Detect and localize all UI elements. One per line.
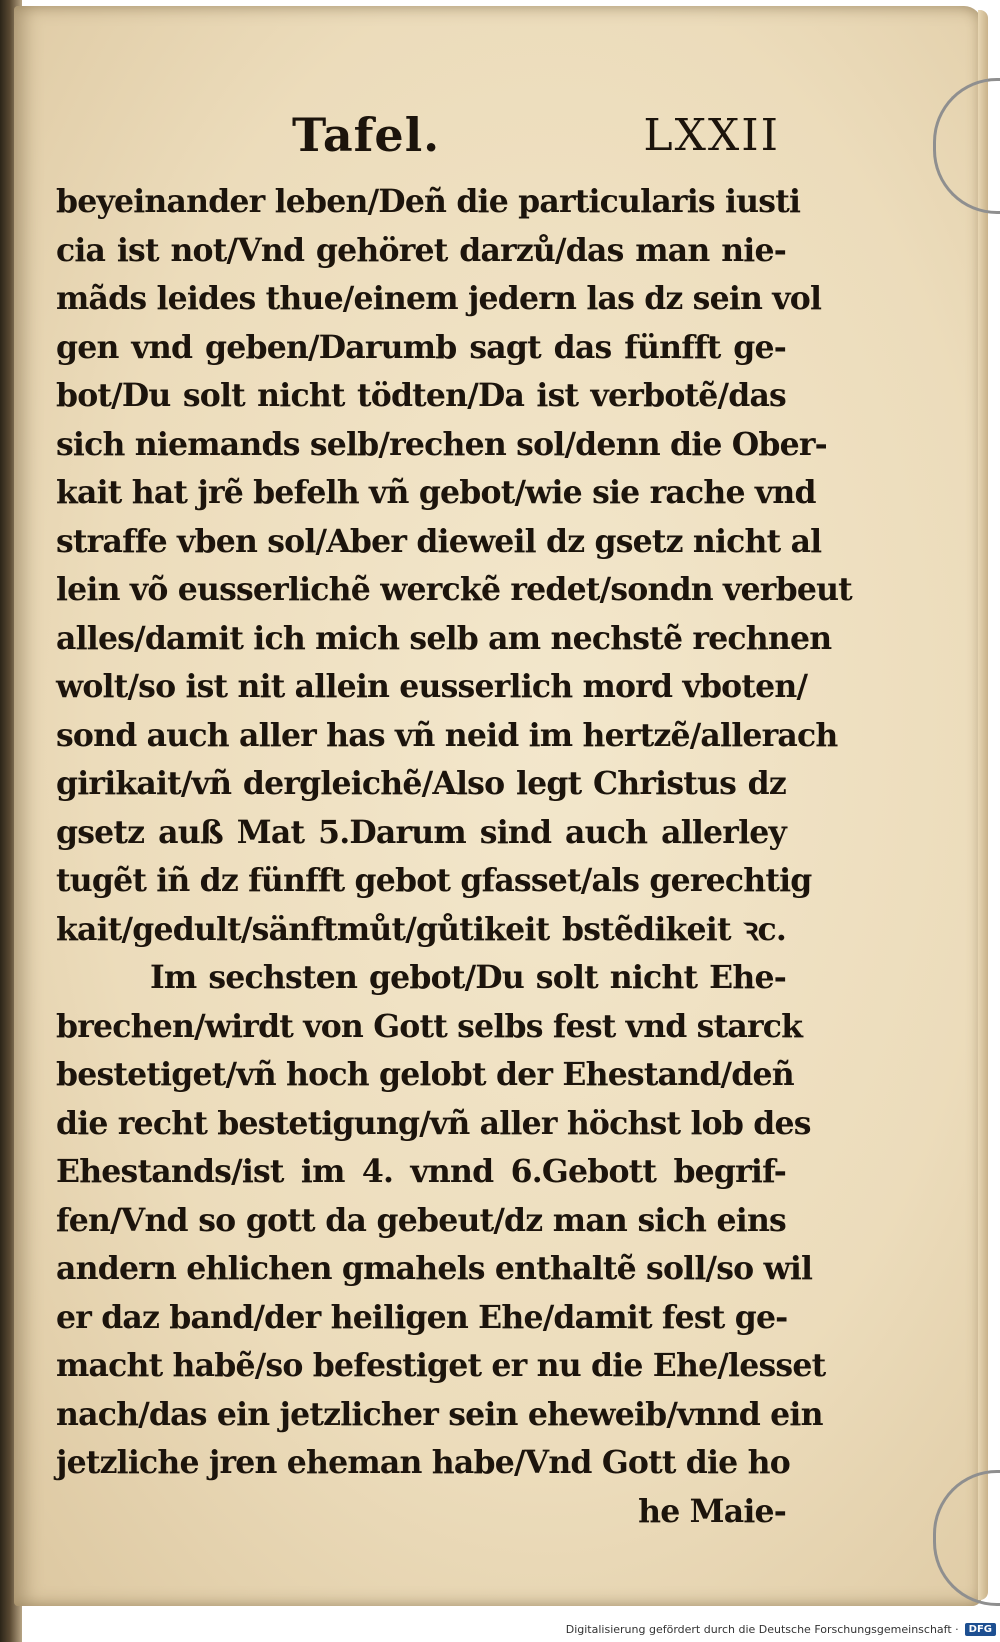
running-head-title: Tafel. bbox=[292, 108, 441, 162]
paragraph-start-line: Im sechsten gebot/Du solt nicht Ehe- bbox=[150, 959, 786, 996]
text-line: lein võ eusserlichẽ werckẽ redet/sondn verbeut bbox=[56, 571, 852, 608]
page-text-block bbox=[56, 108, 852, 1536]
text-line: mãds leides thue/einem jedern las dz sein vol bbox=[56, 280, 822, 317]
text-line: die recht bestetigung/vñ aller höchst lob des bbox=[56, 1104, 811, 1142]
text-line: brechen/wirdt von Gott selbs fest vnd starck bbox=[56, 1007, 803, 1045]
text-line: beyeinander leben/Deñ die particularis iusti bbox=[56, 183, 801, 220]
text-line: gsetz auß Mat 5.Darum sind auch allerley bbox=[56, 813, 786, 851]
text-line: Ehestands/ist im 4. vnnd 6.Gebott begrif- bbox=[56, 1153, 786, 1190]
text-line: kait hat jrẽ befelh vñ gebot/wie sie rache vnd bbox=[56, 474, 816, 511]
text-line: kait/gedult/sänftmůt/gůtikeit bstẽdikeit ꝛc. bbox=[56, 910, 786, 948]
text-line: gen vnd geben/Darumb sagt das fünfft ge- bbox=[56, 328, 786, 366]
text-line: tugẽt iñ dz fünfft gebot gfasset/als gerechtig bbox=[56, 862, 812, 899]
text-line: fen/Vnd so gott da gebeut/dz man sich eins bbox=[56, 1201, 786, 1239]
page-edge bbox=[978, 10, 988, 1600]
catchword-line: he Maie- bbox=[638, 1492, 786, 1530]
digitization-credit bbox=[562, 1616, 1000, 1642]
text-line: bestetiget/vñ hoch gelobt der Ehestand/deñ bbox=[56, 1056, 794, 1093]
running-head bbox=[56, 108, 786, 178]
text-line: macht habẽ/so befestiget er nu die Ehe/lesset bbox=[56, 1347, 826, 1384]
body-text bbox=[56, 178, 852, 1536]
text-line: alles/damit ich mich selb am nechstẽ rechnen bbox=[56, 619, 832, 657]
text-line: sich niemands selb/rechen sol/denn die Ober- bbox=[56, 425, 827, 463]
dfg-logo: DFG bbox=[965, 1623, 996, 1636]
text-line: bot/Du solt nicht tödten/Da ist verbotẽ/das bbox=[56, 377, 786, 414]
text-line: cia ist not/Vnd gehöret darzů/das man nie- bbox=[56, 231, 786, 269]
text-line: girikait/vñ dergleichẽ/Also legt Christus dz bbox=[56, 765, 786, 802]
text-line: er daz band/der heiligen Ehe/damit fest ge- bbox=[56, 1298, 788, 1336]
text-line: nach/das ein jetzlicher sein eheweib/vnnd ein bbox=[56, 1395, 823, 1433]
text-line: straffe vben sol/Aber dieweil dz gsetz nicht al bbox=[56, 522, 822, 560]
text-line: sond auch aller has vñ neid im hertzẽ/allerach bbox=[56, 716, 838, 754]
text-line: jetzliche jren eheman habe/Vnd Gott die ho bbox=[56, 1444, 790, 1481]
text-line: andern ehlichen gmahels enthaltẽ soll/so wil bbox=[56, 1250, 813, 1287]
credit-text: Digitalisierung gefördert durch die Deutsche Forschungsgemeinschaft · bbox=[565, 1622, 959, 1636]
text-line: wolt/so ist nit allein eusserlich mord vboten/ bbox=[56, 668, 808, 705]
folio-number: LXXII bbox=[643, 110, 780, 161]
